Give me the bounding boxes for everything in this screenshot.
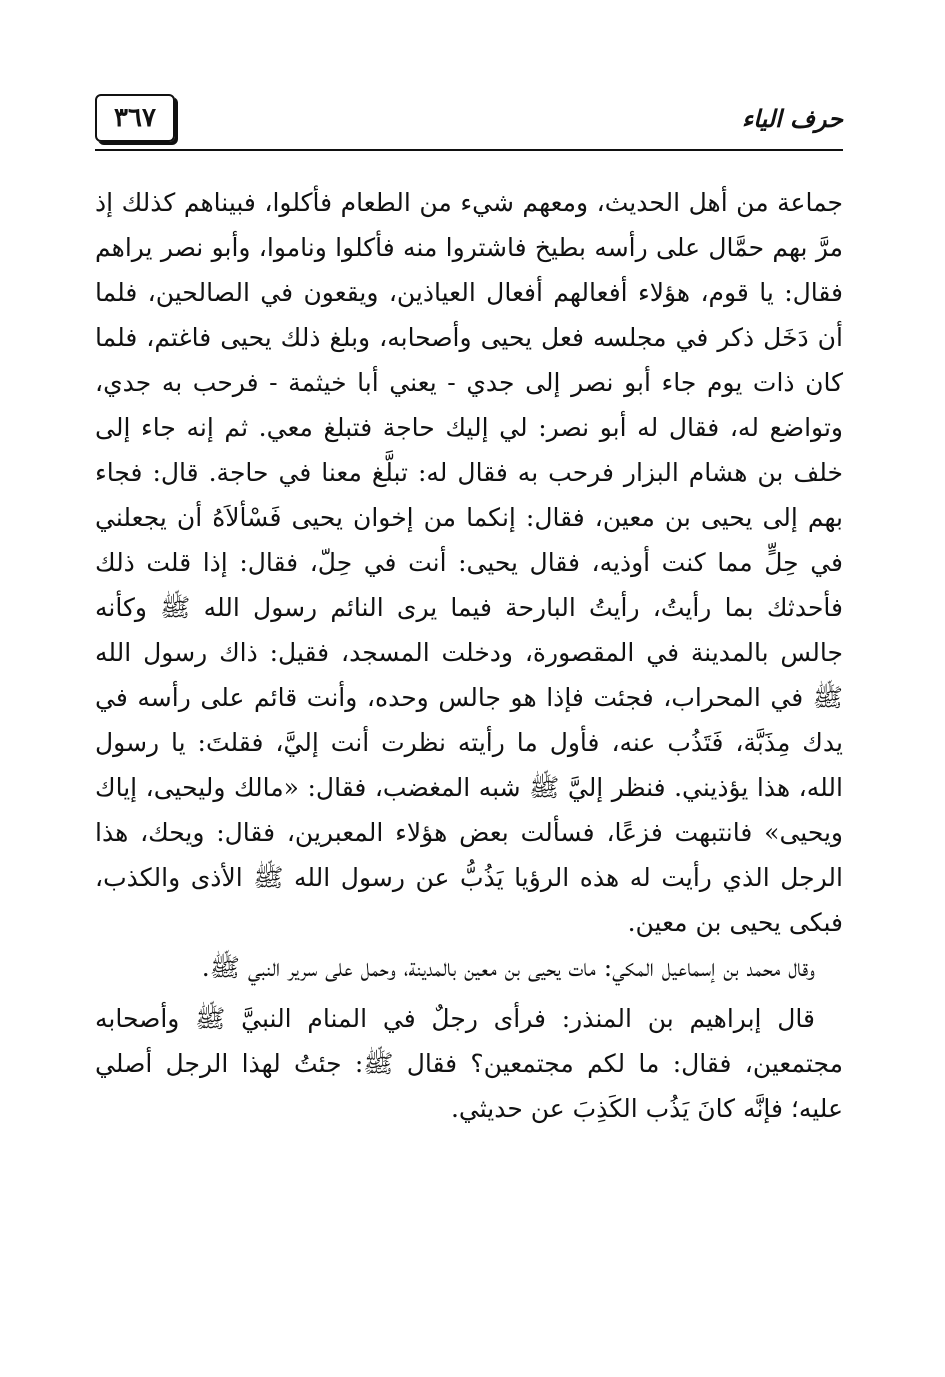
paragraph-3: قال إبراهيم بن المنذر: فرأى رجلٌ في المنام النبيَّ ﷺ وأصحابه مجتمعين، فقال: ما لكم مجتمعين؟ فقال ﷺ: جئتُ لهذا الرجل أصلي عليه؛ فإنَّه كانَ يَذُب الكَذِبَ عن حديثي.: [95, 1004, 843, 1123]
header-divider: [95, 149, 843, 151]
running-title: حرف الياء: [741, 104, 843, 133]
paragraph-2: وقال محمد بن إسماعيل المكي: مات يحيى بن معين بالمدينة، وحمل على سرير النبي ﷺ.: [201, 953, 815, 982]
page-number: ٣٦٧: [95, 94, 175, 142]
page-body: [95, 180, 843, 1131]
page-header: [95, 92, 843, 150]
paragraph-1: جماعة من أهل الحديث، ومعهم شيء من الطعام فأكلوا، فبيناهم كذلك إذ مرَّ بهم حمَّال على رأسه بطيخ فاشتروا منه فأكلوا وناموا، وأبو نصر يراهم فقال: يا قوم، هؤلاء أفعالهم أفعال العياذين، ويقعون في الصالحين، فلما أن دَخَل ذكر في مجلسه فعل يحيى وأصحابه، وبلغ ذلك يحيى فاغتم، فلما كان ذات يوم جاء أبو نصر إلى جدي - يعني أبا خيثمة - فرحب به جدي، وتواضع له، فقال له أبو نصر: لي إليك حاجة فتبلغ معي. ثم إنه جاء إلى خلف بن هشام البزار فرحب به فقال له: تبلَّغ معنا في حاجة. قال: فجاء بهم إلى يحيى بن معين، فقال: إنكما من إخوان يحيى فَسْألاَهُ أن يجعلني في حِلٍّ مما كنت أوذيه، فقال يحيى: أنت في حِلّ، فقال: إذا قلت ذلك فأحدثك بما رأيتُ، رأيتُ البارحة فيما يرى النائم رسول الله ﷺ وكأنه جالس بالمدينة في المقصورة، ودخلت المسجد، فقيل: ذاك رسول الله ﷺ في المحراب، فجئت فإذا هو جالس وحده، وأنت قائم على رأسه في يدك مِذَبَّة، فَتَذُب عنه، فأول ما رأيته نظرت أنت إليَّ، فقلتَ: يا رسول الله، هذا يؤذيني. فنظر إليَّ ﷺ شبه المغضب، فقال: «مالك وليحيى، إياك ويحيى» فانتبهت فزعًا، فسألت بعض هؤلاء المعبرين، فقال: ويحك، هذا الرجل الذي رأيت له هذه الرؤيا يَذُبُّ عن رسول الله ﷺ الأذى والكذب، فبكى يحيى بن معين.: [95, 188, 844, 937]
